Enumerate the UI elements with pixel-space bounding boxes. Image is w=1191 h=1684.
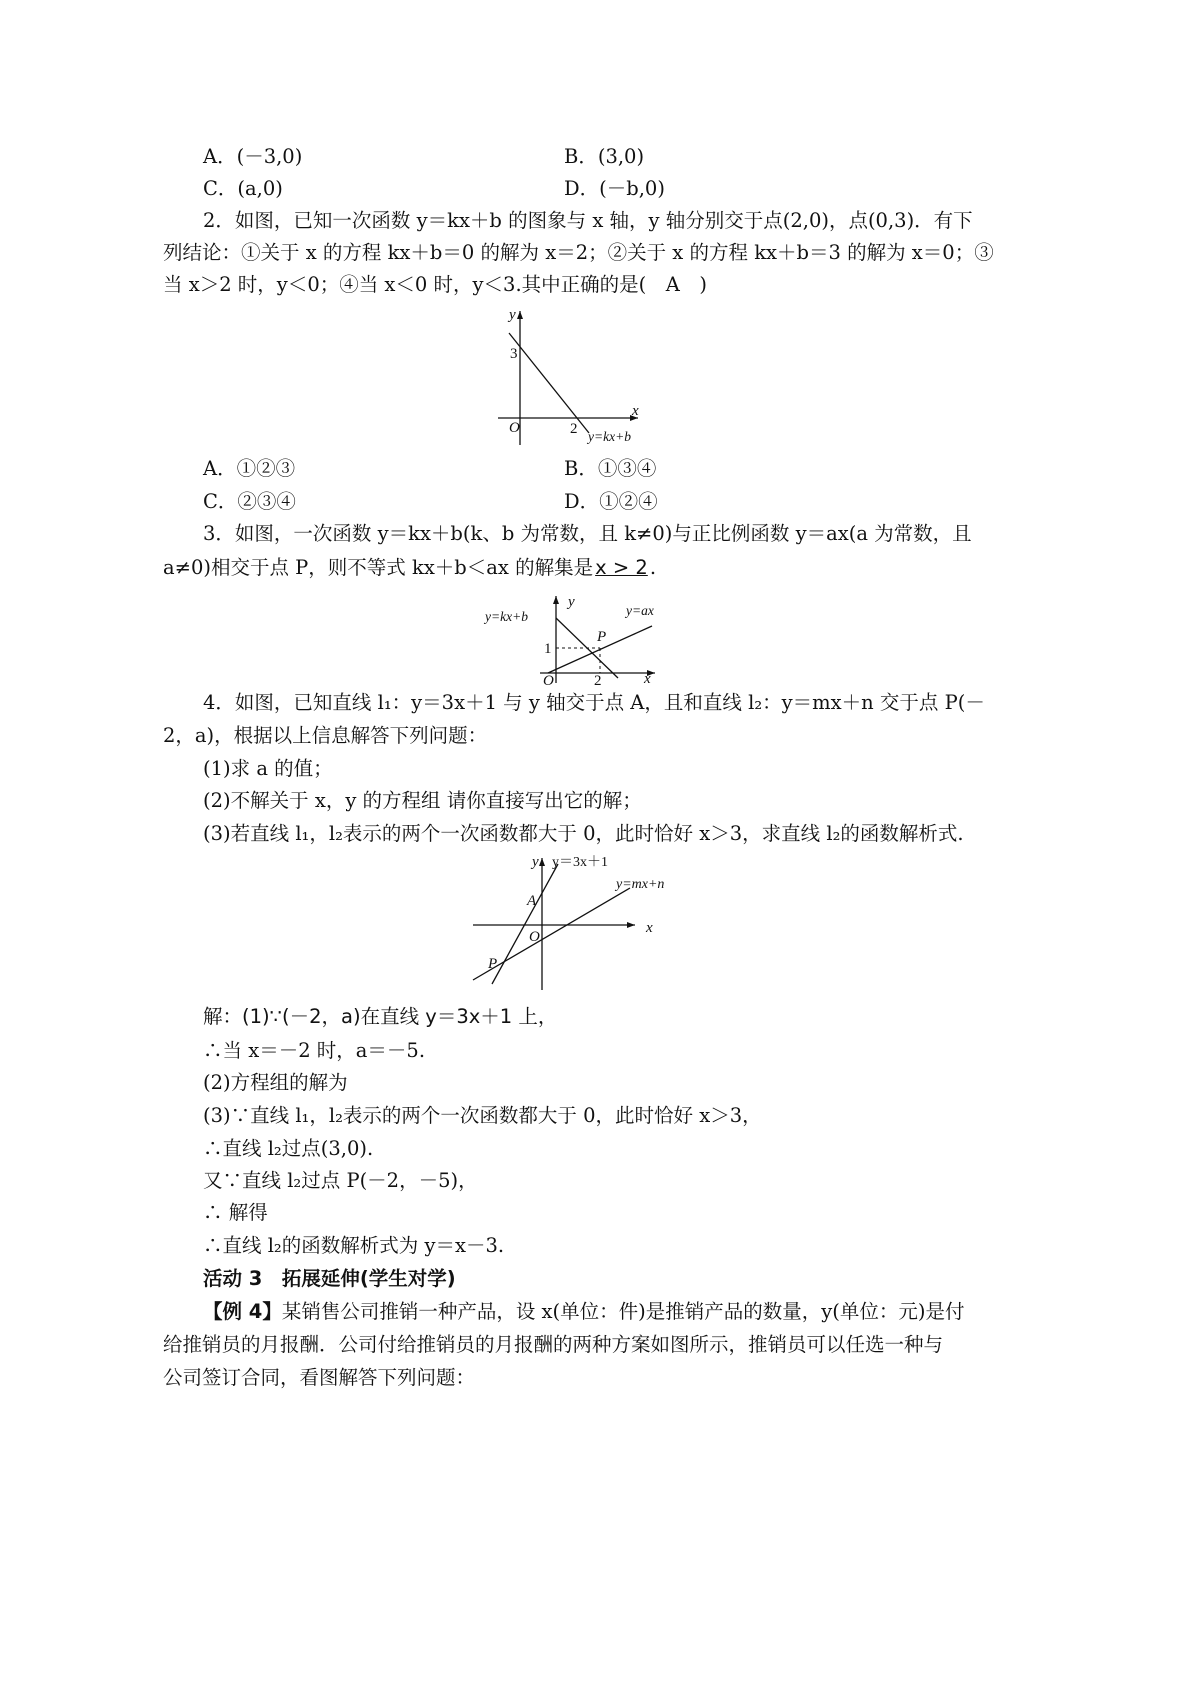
solution-line-7: ∴ 解得 xyxy=(203,1201,268,1224)
q4-point-p: P xyxy=(488,956,498,972)
q2-figure xyxy=(493,305,643,450)
q4-y-arrow xyxy=(539,858,545,866)
q3-text-line-2-pre: a≠0)相交于点 P，则不等式 kx＋b＜ax 的解集是 xyxy=(163,556,594,579)
q2-text-line-2: 列结论：①关于 x 的方程 kx＋b＝0 的解为 x＝2；②关于 x 的方程 kx＋b＝3 的解为 x＝0；③ xyxy=(163,241,994,264)
q2-text-line-1: 2．如图，已知一次函数 y＝kx＋b 的图象与 x 轴，y 轴分别交于点(2,0)，点(0,3)．有下 xyxy=(203,209,973,232)
q4-line2-label: y=mx+n xyxy=(616,877,665,892)
q3-y-label: y xyxy=(568,594,575,610)
q2-x-tick: 2 xyxy=(570,421,578,437)
example-line-2: 给推销员的月报酬．公司付给推销员的月报酬的两种方案如图所示，推销员可以任选一种与 xyxy=(163,1333,944,1356)
q3-y-arrow xyxy=(553,596,559,604)
q3-line2-label: y=ax xyxy=(626,603,654,618)
q4-text-line-2: 2，a)，根据以上信息解答下列问题： xyxy=(163,724,488,747)
q4-text-line-1: 4．如图，已知直线 l₁：y＝3x＋1 与 y 轴交于点 A，且和直线 l₂：y＝mx＋n 交于点 P(－ xyxy=(203,691,985,714)
q4-line1-label: y＝3x＋1 xyxy=(552,855,608,870)
q3-figure xyxy=(480,593,665,685)
q2-option-a: A．①②③ xyxy=(203,457,296,480)
q4-sub-1: (1)求 a 的值； xyxy=(203,757,333,780)
example-tag: 【例 4】 xyxy=(203,1300,282,1323)
solution-line-1: 解：(1)∵(－2，a)在直线 y＝3x＋1 上， xyxy=(203,1005,558,1028)
q1-option-c: C．(a,0) xyxy=(203,177,283,200)
q2-y-tick: 3 xyxy=(510,346,518,362)
q3-line1-label: y=kx+b xyxy=(485,609,528,624)
q2-option-c: C．②③④ xyxy=(203,490,296,513)
example-line-3: 公司签订合同，看图解答下列问题： xyxy=(163,1366,476,1389)
q3-point-p: P xyxy=(597,629,607,645)
q3-origin-label: O xyxy=(543,673,554,685)
q2-option-d: D．①②④ xyxy=(564,490,658,513)
q4-sub-2: (2)不解关于 x，y 的方程组 请你直接写出它的解； xyxy=(203,789,642,812)
q4-y-label: y xyxy=(532,854,539,870)
q2-line-label: y=kx+b xyxy=(588,429,631,444)
q1-option-b: B．(3,0) xyxy=(564,145,645,168)
q2-origin-label: O xyxy=(509,420,520,436)
q4-x-label: x xyxy=(646,920,653,936)
solution-line-2: ∴当 x＝－2 时，a＝－5. xyxy=(203,1039,426,1062)
q3-text-line-2-post: . xyxy=(649,556,657,579)
q3-text-line-1: 3．如图，一次函数 y＝kx＋b(k、b 为常数，且 k≠0)与正比例函数 y＝ax(a 为常数，且 xyxy=(203,522,972,545)
q3-text-line-2 xyxy=(163,555,656,581)
q4-origin-label: O xyxy=(529,929,540,945)
q2-x-label: x xyxy=(632,403,639,419)
q4-point-a: A xyxy=(527,893,537,909)
q2-option-b: B．①③④ xyxy=(564,457,657,480)
q2-y-arrow xyxy=(517,311,523,319)
solution-line-3: (2)方程组的解为 xyxy=(203,1071,348,1094)
example-line-1 xyxy=(203,1299,965,1325)
q3-x-label: x xyxy=(644,671,651,685)
q3-y-tick: 1 xyxy=(544,641,552,657)
solution-line-4: (3)∵直线 l₁，l₂表示的两个一次函数都大于 0，此时恰好 x＞3， xyxy=(203,1104,762,1127)
example-line-1-text: 某销售公司推销一种产品，设 x(单位：件)是推销产品的数量，y(单位：元)是付 xyxy=(281,1300,965,1323)
solution-line-6: 又∵直线 l₂过点 P(－2，－5)， xyxy=(203,1169,478,1192)
q4-figure xyxy=(470,852,680,992)
q4-sub-3: (3)若直线 l₁，l₂表示的两个一次函数都大于 0，此时恰好 x＞3，求直线 l₂的函数解析式. xyxy=(203,822,964,845)
q4-line-l1 xyxy=(492,864,558,984)
q1-option-d: D．(－b,0) xyxy=(564,177,665,200)
q2-y-label: y xyxy=(509,307,516,323)
solution-line-5: ∴直线 l₂过点(3,0). xyxy=(203,1137,374,1160)
q1-option-a: A．(－3,0) xyxy=(203,145,303,168)
q2-text-line-3: 当 x＞2 时，y＜0；④当 x＜0 时，y＜3.其中正确的是( A ) xyxy=(163,273,707,296)
q3-answer: x > 2 xyxy=(595,556,648,579)
activity-heading: 活动 3 拓展延伸(学生对学) xyxy=(203,1267,456,1290)
q3-x-tick: 2 xyxy=(594,673,602,685)
q4-x-arrow xyxy=(627,922,635,928)
solution-line-8: ∴直线 l₂的函数解析式为 y＝x－3. xyxy=(203,1234,505,1257)
